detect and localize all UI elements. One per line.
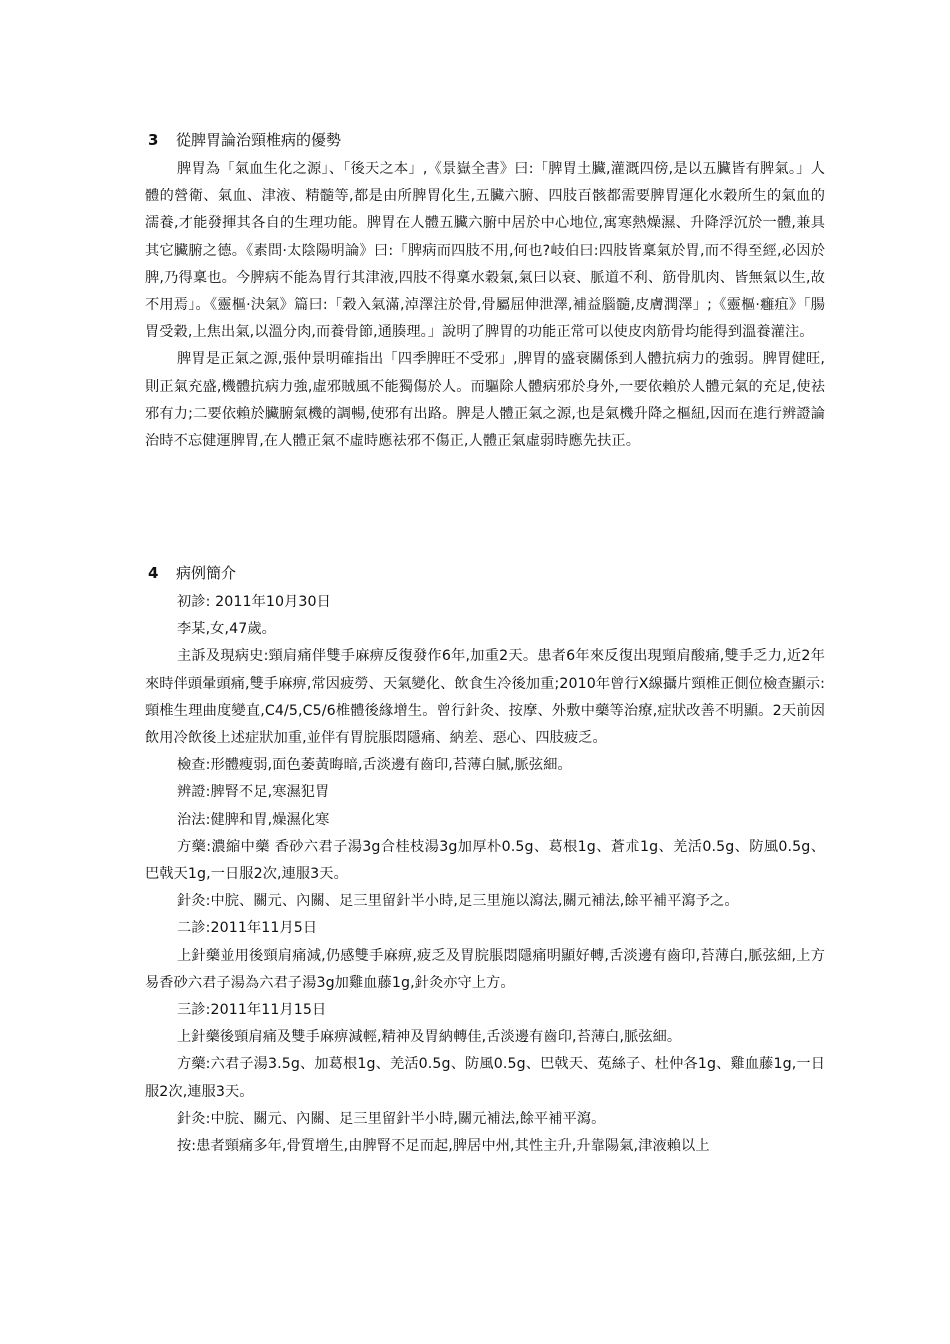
section-4-number: 4 — [148, 564, 159, 582]
section-3-number: 3 — [148, 131, 159, 149]
examination: 檢查:形體瘦弱,面色萎黃晦暗,舌淡邊有齒印,苔薄白膩,脈弦細。 — [177, 757, 572, 774]
acupuncture-3: 針灸:中脘、關元、內關、足三里留針半小時,關元補法,餘平補平瀉。 — [177, 1110, 606, 1127]
section-3-title: 從脾胃論治頸椎病的優勢 — [176, 131, 342, 149]
first-visit-date: 初診: 2011年10月30日 — [177, 594, 331, 610]
section-3 — [145, 128, 825, 455]
acupuncture-1: 針灸:中脘、關元、內關、足三里留針半小時,足三里施以瀉法,關元補法,餘平補平瀉予之。 — [177, 893, 739, 910]
patient-info: 李某,女,47歲。 — [177, 621, 276, 638]
prescription-3: 方藥:六君子湯3.5g、加葛根1g、羌活0.5g、防風0.5g、巴戟天、菟絲子、杜仲各1g、雞血藤1g,一日服2次,連服3天。 — [145, 1056, 825, 1100]
third-visit-notes: 上針藥後頸肩痛及雙手麻痹減輕,精神及胃納轉佳,舌淡邊有齒印,苔薄白,脈弦細。 — [177, 1029, 682, 1046]
section-4 — [145, 561, 825, 1160]
commentary: 按:患者頸痛多年,骨質增生,由脾腎不足而起,脾居中州,其性主升,升靠陽氣,津液賴以上 — [177, 1138, 710, 1155]
section-3-paragraph-1: 脾胃為「氣血生化之源」、「後天之本」,《景嶽全書》曰:「脾胃土臟,灌溉四傍,是以五臟皆有脾氣。」人體的營衛、氣血、津液、精髓等,都是由所脾胃化生,五臟六腑、四肢百骸都需要脾胃運化水穀所生的氣血的濡養,才能發揮其各自的生理功能。脾胃在人體五臟六腑中居於中心地位,寓寒熱燥濕、升降浮沉於一體,兼具其它臟腑之德。《素問·太陰陽明論》曰:「脾病而四肢不用,何也?岐伯曰:四肢皆稟氣於胃,而不得至經,必因於脾,乃得稟也。今脾病不能為胃行其津液,四肢不得稟水穀氣,氣曰以衰、脈道不利、筋骨肌肉、皆無氣以生,故不用焉」。《靈樞·決氣》篇曰:「穀入氣滿,淖澤注於骨,骨屬屈伸泄澤,補益腦髓,皮膚潤澤」;《靈樞·癰疽》「腸胃受穀,上焦出氣,以溫分肉,而養骨節,通腠理。」說明了脾胃的功能正常可以使皮肉筋骨均能得到溫養灌注。 — [145, 161, 825, 341]
section-4-heading — [145, 561, 825, 589]
section-4-title: 病例簡介 — [176, 564, 237, 582]
treatment-method: 治法:健脾和胃,燥濕化寒 — [177, 811, 330, 828]
second-visit-date: 二診:2011年11月5日 — [177, 920, 318, 937]
section-3-heading — [145, 128, 825, 156]
diagnosis: 辨證:脾腎不足,寒濕犯胃 — [177, 784, 330, 801]
second-visit-notes: 上針藥並用後頸肩痛減,仍感雙手麻痹,疲乏及胃脘脹悶隱痛明顯好轉,舌淡邊有齒印,苔薄白,脈弦細,上方易香砂六君子湯為六君子湯3g加雞血藤1g,針灸亦守上方。 — [145, 947, 825, 991]
section-3-paragraph-2: 脾胃是正氣之源,張仲景明確指出「四季脾旺不受邪」,脾胃的盛衰關係到人體抗病力的強弱。脾胃健旺,則正氣充盛,機體抗病力強,虛邪賊風不能獨傷於人。而驅除人體病邪於身外,一要依賴於人體元氣的充足,使祛邪有力;二要依賴於臟腑氣機的調暢,使邪有出路。脾是人體正氣之源,也是氣機升降之樞紐,因而在進行辨證論治時不忘健運脾胃,在人體正氣不虛時應祛邪不傷正,人體正氣虛弱時應先扶正。 — [145, 351, 825, 450]
chief-complaint: 主訴及現病史:頸肩痛伴雙手麻痹反復發作6年,加重2天。患者6年來反復出現頸肩酸痛,雙手乏力,近2年來時伴頭暈頭痛,雙手麻痹,常因疲勞、天氣變化、飲食生冷後加重;2010年曾行X線攝片頸椎正側位檢查顯示:頸椎生理曲度變直,C4/5,C5/6椎體後緣增生。曾行針灸、按摩、外敷中藥等治療,症狀改善不明顯。2天前因飲用冷飲後上述症狀加重,並伴有胃脘脹悶隱痛、納差、惡心、四肢疲乏。 — [145, 648, 825, 747]
prescription-1: 方藥:濃縮中藥 香砂六君子湯3g合桂枝湯3g加厚朴0.5g、葛根1g、蒼朮1g、羌活0.5g、防風0.5g、巴戟天1g,一日服2次,連服3天。 — [145, 838, 825, 883]
third-visit-date: 三診:2011年11月15日 — [177, 1002, 327, 1019]
